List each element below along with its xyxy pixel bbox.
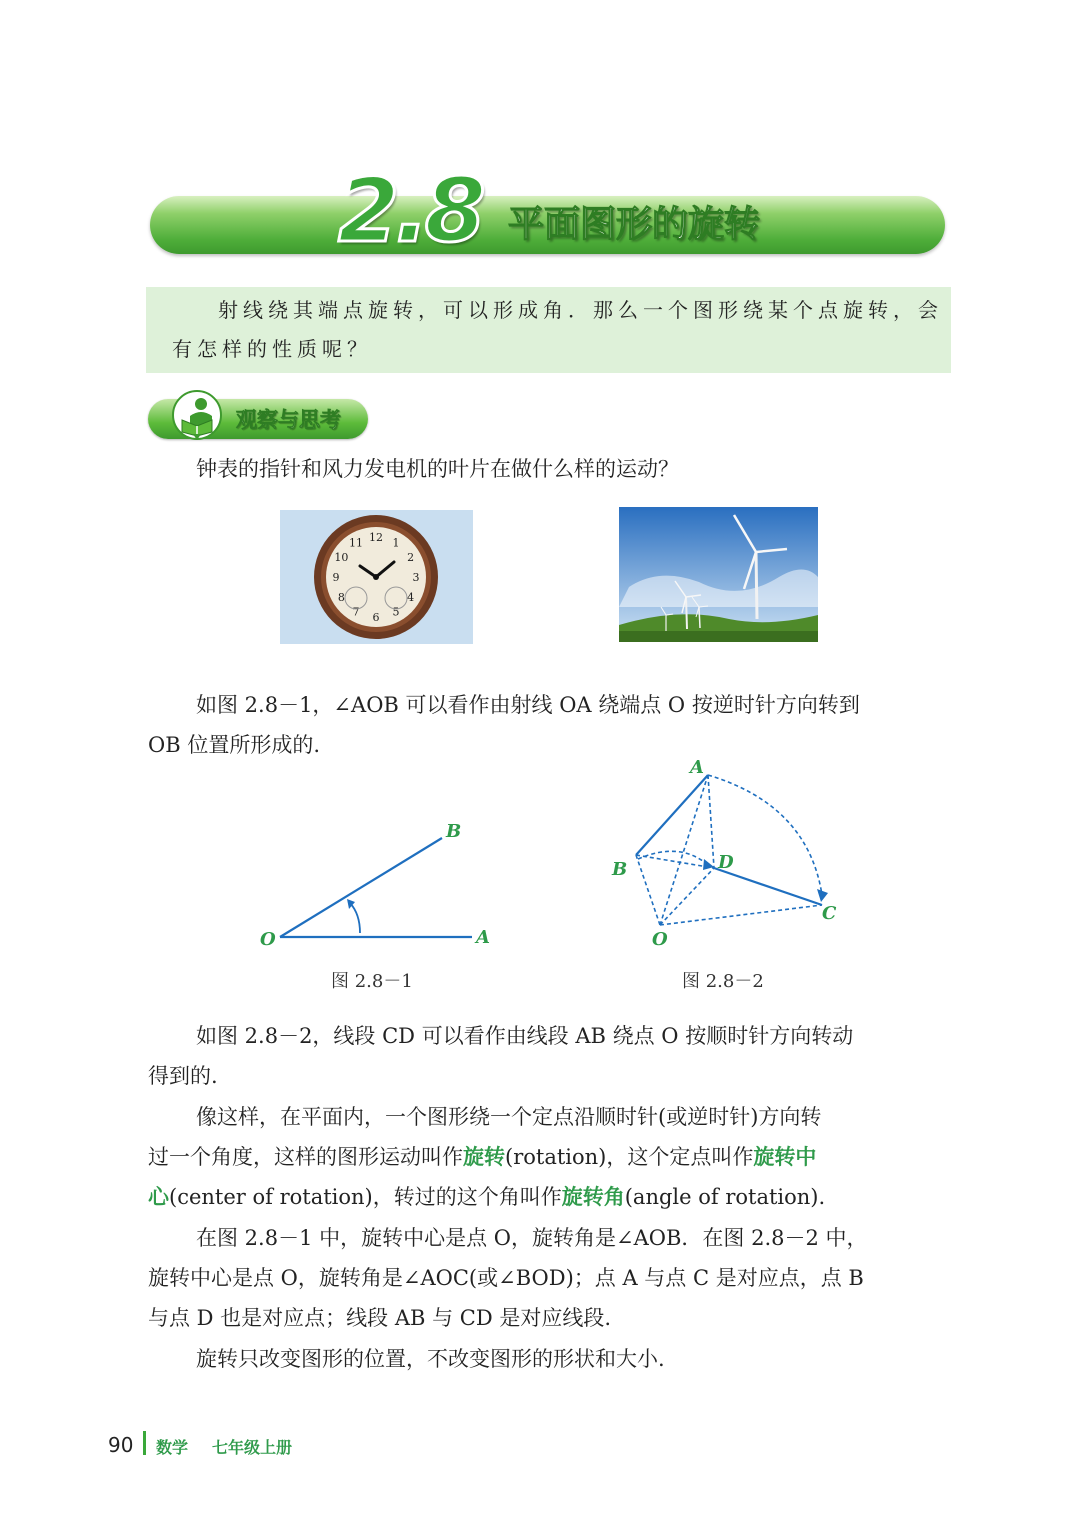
clock-numeral: 10 <box>334 551 349 564</box>
label-O: O <box>652 929 668 950</box>
footer-book: 七年级上册 <box>212 1438 293 1457</box>
clock-numeral: 2 <box>407 551 415 564</box>
label-B: B <box>446 821 462 842</box>
observe-label: 观察与思考 <box>236 408 341 432</box>
label-C: C <box>822 903 837 924</box>
para3-text: (center of rotation)，转过的这个角叫作 <box>169 1185 562 1209</box>
para3-line3 <box>148 1177 825 1217</box>
term-rotation: 旋转 <box>463 1145 505 1169</box>
label-D: D <box>718 852 734 873</box>
para3-line1: 像这样，在平面内，一个图形绕一个定点沿顺时针(或逆时针)方向转 <box>196 1105 822 1129</box>
para4-line2: 旋转中心是点 O，旋转角是∠AOC(或∠BOD)；点 A 与点 C 是对应点，点 B <box>148 1266 864 1290</box>
term-center-of-rotation-end: 心 <box>148 1185 169 1209</box>
clock-numeral: 6 <box>372 611 380 624</box>
clock-numeral: 8 <box>337 591 345 604</box>
intro-line-1: 射线绕其端点旋转，可以形成角．那么一个图形绕某个点旋转，会 <box>218 298 943 322</box>
arc-BD <box>638 851 708 865</box>
clock-numeral: 4 <box>407 591 415 604</box>
para2-line2: 得到的. <box>148 1064 218 1088</box>
para4-line3: 与点 D 也是对应点；线段 AB 与 CD 是对应线段. <box>148 1306 612 1330</box>
section-number: 2.8 <box>338 159 482 262</box>
clock-numeral: 9 <box>332 571 340 584</box>
intro-line-2: 有怎样的性质呢？ <box>172 337 372 361</box>
segment-CD <box>714 868 822 905</box>
observe-question: 钟表的指针和风力发电机的叶片在做什么样的运动？ <box>196 457 679 481</box>
ray-OB <box>280 838 442 937</box>
intro-box <box>146 287 951 373</box>
clock-numeral: 7 <box>352 605 360 619</box>
label-A: A <box>476 927 490 948</box>
label-A: A <box>690 757 704 778</box>
reader-icon <box>168 390 226 440</box>
clock-numeral: 5 <box>392 605 400 619</box>
section-title: 平面图形的旋转 <box>508 204 761 245</box>
clock-numeral: 11 <box>349 536 363 550</box>
para3-text: 过一个角度，这样的图形运动叫作 <box>148 1145 463 1169</box>
arc-AC <box>708 775 822 895</box>
term-center-of-rotation: 旋转中 <box>753 1145 817 1169</box>
para2-line1: 如图 2.8－2，线段 CD 可以看作由线段 AB 绕点 O 按顺时针方向转动 <box>196 1024 854 1048</box>
segment-AB <box>636 775 708 855</box>
figure-2-8-2 <box>600 755 860 955</box>
rotation-arrow <box>350 903 360 933</box>
page-number: 90 <box>108 1433 134 1457</box>
para1-line1: 如图 2.8－1，∠AOB 可以看作由射线 OA 绕端点 O 按逆时针方向转到 <box>196 693 860 717</box>
footer-divider <box>143 1431 146 1455</box>
figure-1-caption: 图 2.8－1 <box>331 971 413 992</box>
clock-numeral: 1 <box>392 536 400 550</box>
label-O: O <box>260 929 276 950</box>
footer-subject: 数学 <box>156 1438 189 1457</box>
para4-line1: 在图 2.8－1 中，旋转中心是点 O，旋转角是∠AOB．在图 2.8－2 中， <box>196 1226 868 1250</box>
label-B: B <box>612 859 628 880</box>
figure-2-8-1 <box>250 810 510 950</box>
para5-line1: 旋转只改变图形的位置，不改变图形的形状和大小. <box>196 1347 665 1371</box>
para3-line2 <box>148 1137 816 1177</box>
clock-numeral: 12 <box>369 531 383 544</box>
para1-line2: OB 位置所形成的. <box>148 733 320 757</box>
para3-text: (angle of rotation). <box>624 1185 826 1209</box>
clock-numeral: 3 <box>412 571 420 584</box>
clock-photo <box>280 510 473 644</box>
para3-text: (rotation)，这个定点叫作 <box>505 1145 754 1169</box>
term-angle-of-rotation: 旋转角 <box>561 1185 625 1209</box>
figure-2-caption: 图 2.8－2 <box>682 971 764 992</box>
wind-turbine-photo <box>619 507 818 642</box>
